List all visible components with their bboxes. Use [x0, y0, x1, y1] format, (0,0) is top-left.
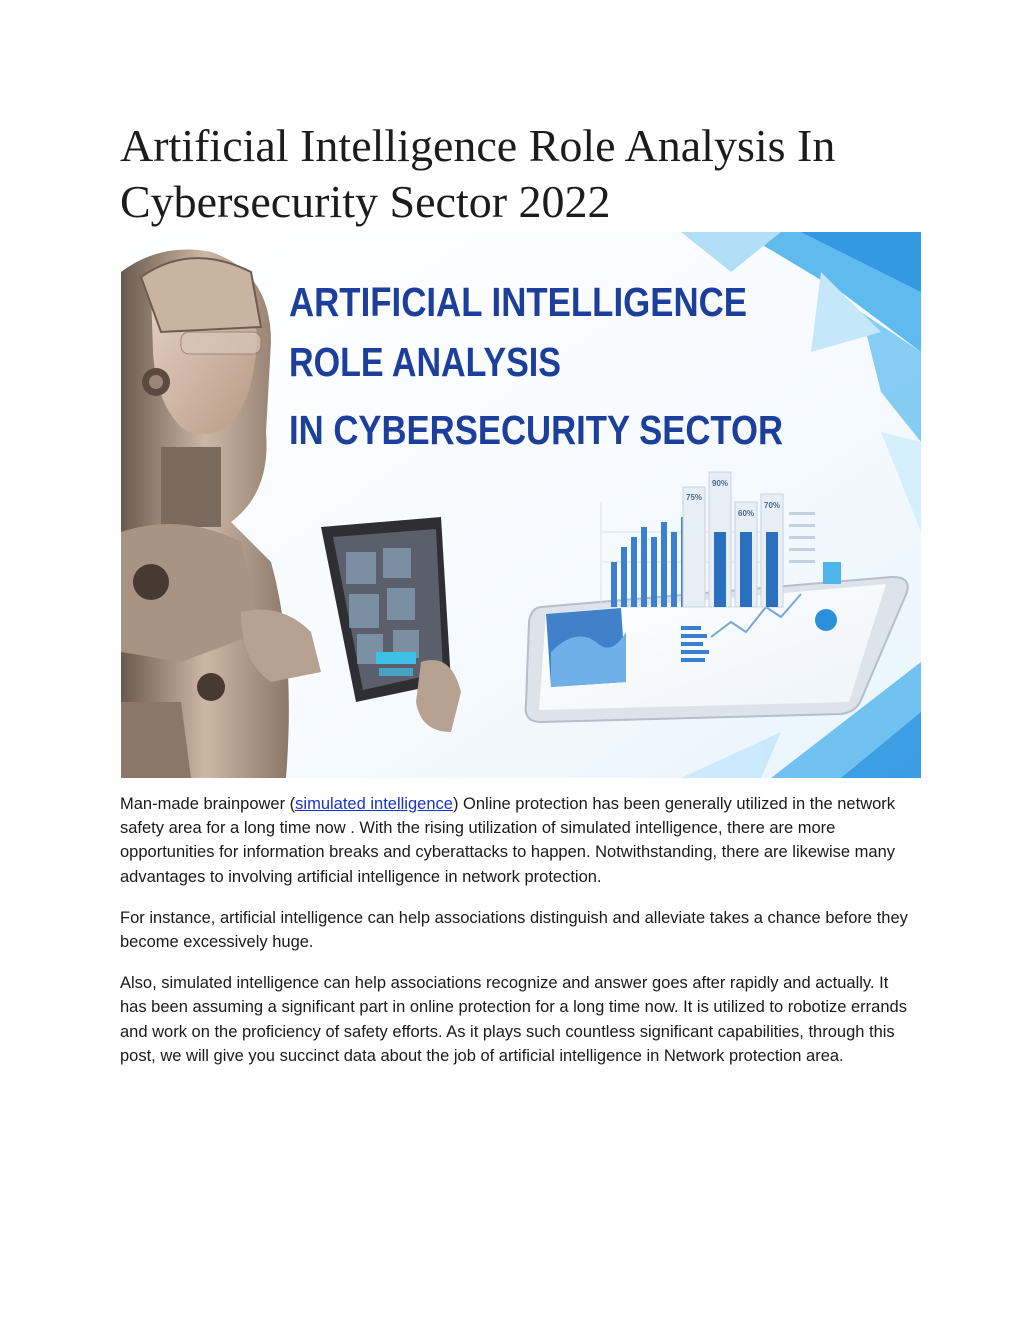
- paragraph-3: Also, simulated intelligence can help associations recognize and answer goes after rapidly and actually. It has been assuming a significant part in online protection for a long time now. It is utilized to robotize errands and work on the proficiency of safety efforts. As it plays such countless significant capabilities, through this post, we will give you succinct data about the job of artificial intelligence in Network protection area.: [120, 974, 907, 1065]
- hero-headline-line-3: IN CYBERSECURITY SECTOR: [289, 407, 783, 453]
- simulated-intelligence-link[interactable]: simulated intelligence: [295, 795, 453, 813]
- paragraph-1-start: Man-made brainpower (: [120, 795, 296, 813]
- page-title-line-2: Cybersecurity Sector 2022: [120, 176, 611, 227]
- chart-pct-4: 70%: [764, 501, 781, 510]
- hero-headline-line-2: ROLE ANALYSIS: [289, 339, 561, 385]
- hero-image: [121, 232, 921, 778]
- chart-pct-3: 60%: [738, 509, 755, 518]
- paragraph-1: [120, 792, 910, 889]
- paragraph-2: For instance, artificial intelligence can help associations distinguish and alleviate takes a chance before they become excessively huge.: [120, 908, 908, 952]
- hero-headline-line-1: ARTIFICIAL INTELLIGENCE: [289, 279, 747, 325]
- page-title: [120, 118, 940, 230]
- page-title-line-1: Artificial Intelligence Role Analysis In: [120, 120, 836, 171]
- article-body: [120, 792, 910, 1085]
- chart-pct-2: 90%: [712, 479, 729, 488]
- paragraph-1-rest: ) Online protection has been generally utilized in the network safety area for a long time now . With the rising utilization of simulated intelligence, there are more opportunities for information breaks and cyberattacks to happen. Notwithstanding, there are likewise many advantages to involving artificial intelligence in network protection.: [120, 795, 896, 886]
- chart-pct-1: 75%: [686, 493, 703, 502]
